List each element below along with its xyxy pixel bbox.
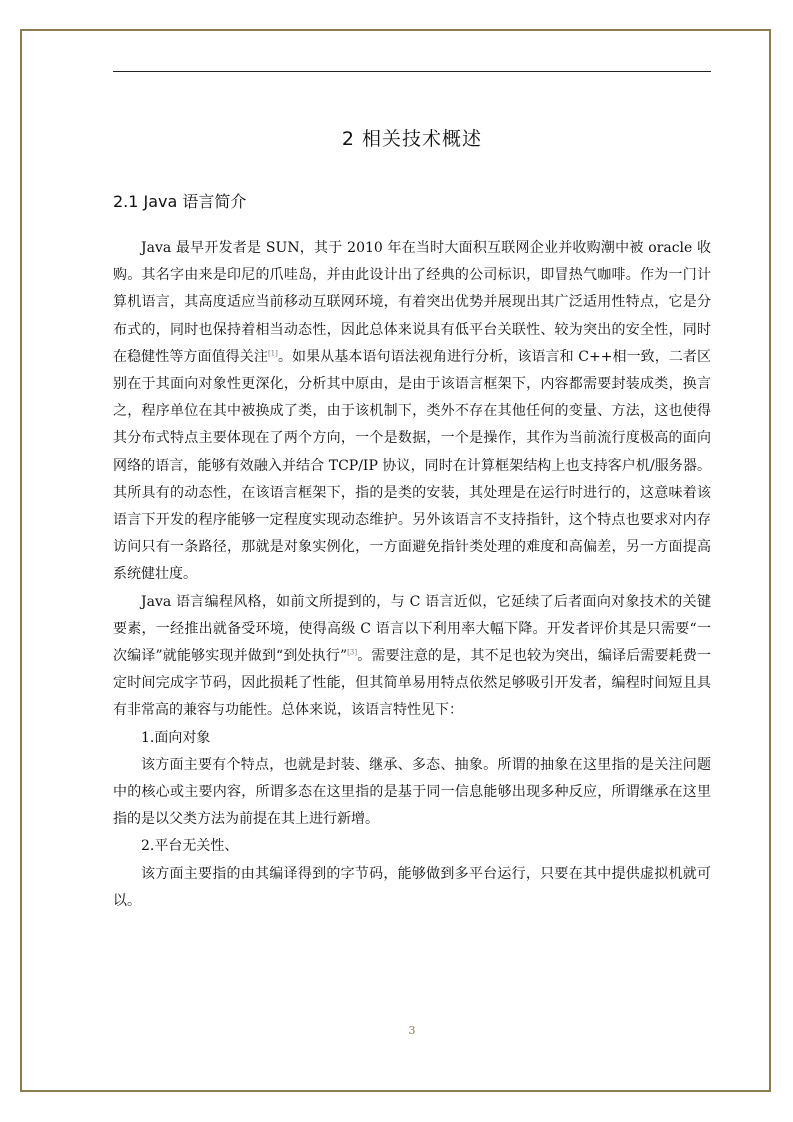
paragraph-style <box>113 589 711 725</box>
header-rule <box>113 71 711 72</box>
paragraph-text: 。如果从基本语句语法视角进行分析，该语言和 C++相一致，二者区别在于其面向对象性更深化，分析其中原由，是由于该语言框架下，内容都需要封装成类，换言之，程序单位在其中被换成了类，由于该机制下，类外不存在其他任何的变量、方法，这也使得其分布式特点主要体现在了两个方向，一个是数据，一个是操作，其作为当前流行度极高的面向网络的语言，能够有效融入并结合 TCP/IP 协议，同时在计算框架结构上也支持客户机/服务器。其所具有的动态性，在该语言框架下，指的是类的安装，其处理是在运行时进行的，这意味着该语言下开发的程序能够一定程度实现动态维护。另外该语言不支持指针，这个特点也要求对内存访问只有一条路径，那就是对象实例化，一方面避免指针类处理的难度和高偏差，另一方面提高系统健壮度。 <box>113 348 712 583</box>
paragraph-intro <box>113 235 711 589</box>
paragraph-text: 2.平台无关性、 <box>141 838 239 855</box>
body-text <box>113 235 711 915</box>
paragraph-text: 。需要注意的是，其不足也较为突出，编译后需要耗费一定时间完成字节码，因此损耗了性能，但其简单易用特点依然足够吸引开发者，编程时间短且具有非常高的兼容与功能性。总体来说，该语言特性见下： <box>113 648 711 719</box>
paragraph-text: Java 语言编程风格，如前文所提到的，与 C 语言近似，它延续了后者面向对象技术的关键要素，一经推出就备受环境，使得高级 C 语言以下利用率大幅下降。开发者评价其是只需要“一次编译”就能够实现并做到“到处执行” <box>113 593 711 665</box>
citation-ref: [1] <box>267 349 278 358</box>
list-heading-oop <box>113 725 711 752</box>
paragraph-text: 该方面主要有个特点，也就是封装、继承、多态、抽象。所谓的抽象在这里指的是关注问题中的核心或主要内容，所谓多态在这里指的是基于同一信息能够出现多种反应，所谓继承在这里指的是以父类方法为前提在其上进行新增。 <box>113 756 711 828</box>
citation-ref: [3] <box>347 648 358 657</box>
chapter-title: 2 相关技术概述 <box>341 128 483 150</box>
list-heading-platform <box>113 833 711 860</box>
section-title: 2.1 Java 语言简介 <box>113 192 247 211</box>
paragraph-oop <box>113 752 711 834</box>
page-number: 3 <box>408 1024 416 1037</box>
paragraph-text: 1.面向对象 <box>141 729 211 746</box>
paragraph-text: Java 最早开发者是 SUN，其于 2010 年在当时大面积互联网企业并收购潮中被 oracle 收购。其名字由来是印尼的爪哇岛，并由此设计出了经典的公司标识，即冒热气咖啡。作为一门计算机语言，其高度适应当前移动互联网环境，有着突出优势并展现出其广泛适用性特点，它是分布式的，同时也保持着相当动态性，因此总体来说具有低平台关联性、较为突出的安全性，同时在稳健性等方面值得关注 <box>113 240 711 365</box>
paragraph-text: 该方面主要指的由其编译得到的字节码，能够做到多平台运行，只要在其中提供虚拟机就可以。 <box>113 865 711 909</box>
paragraph-platform <box>113 861 711 915</box>
